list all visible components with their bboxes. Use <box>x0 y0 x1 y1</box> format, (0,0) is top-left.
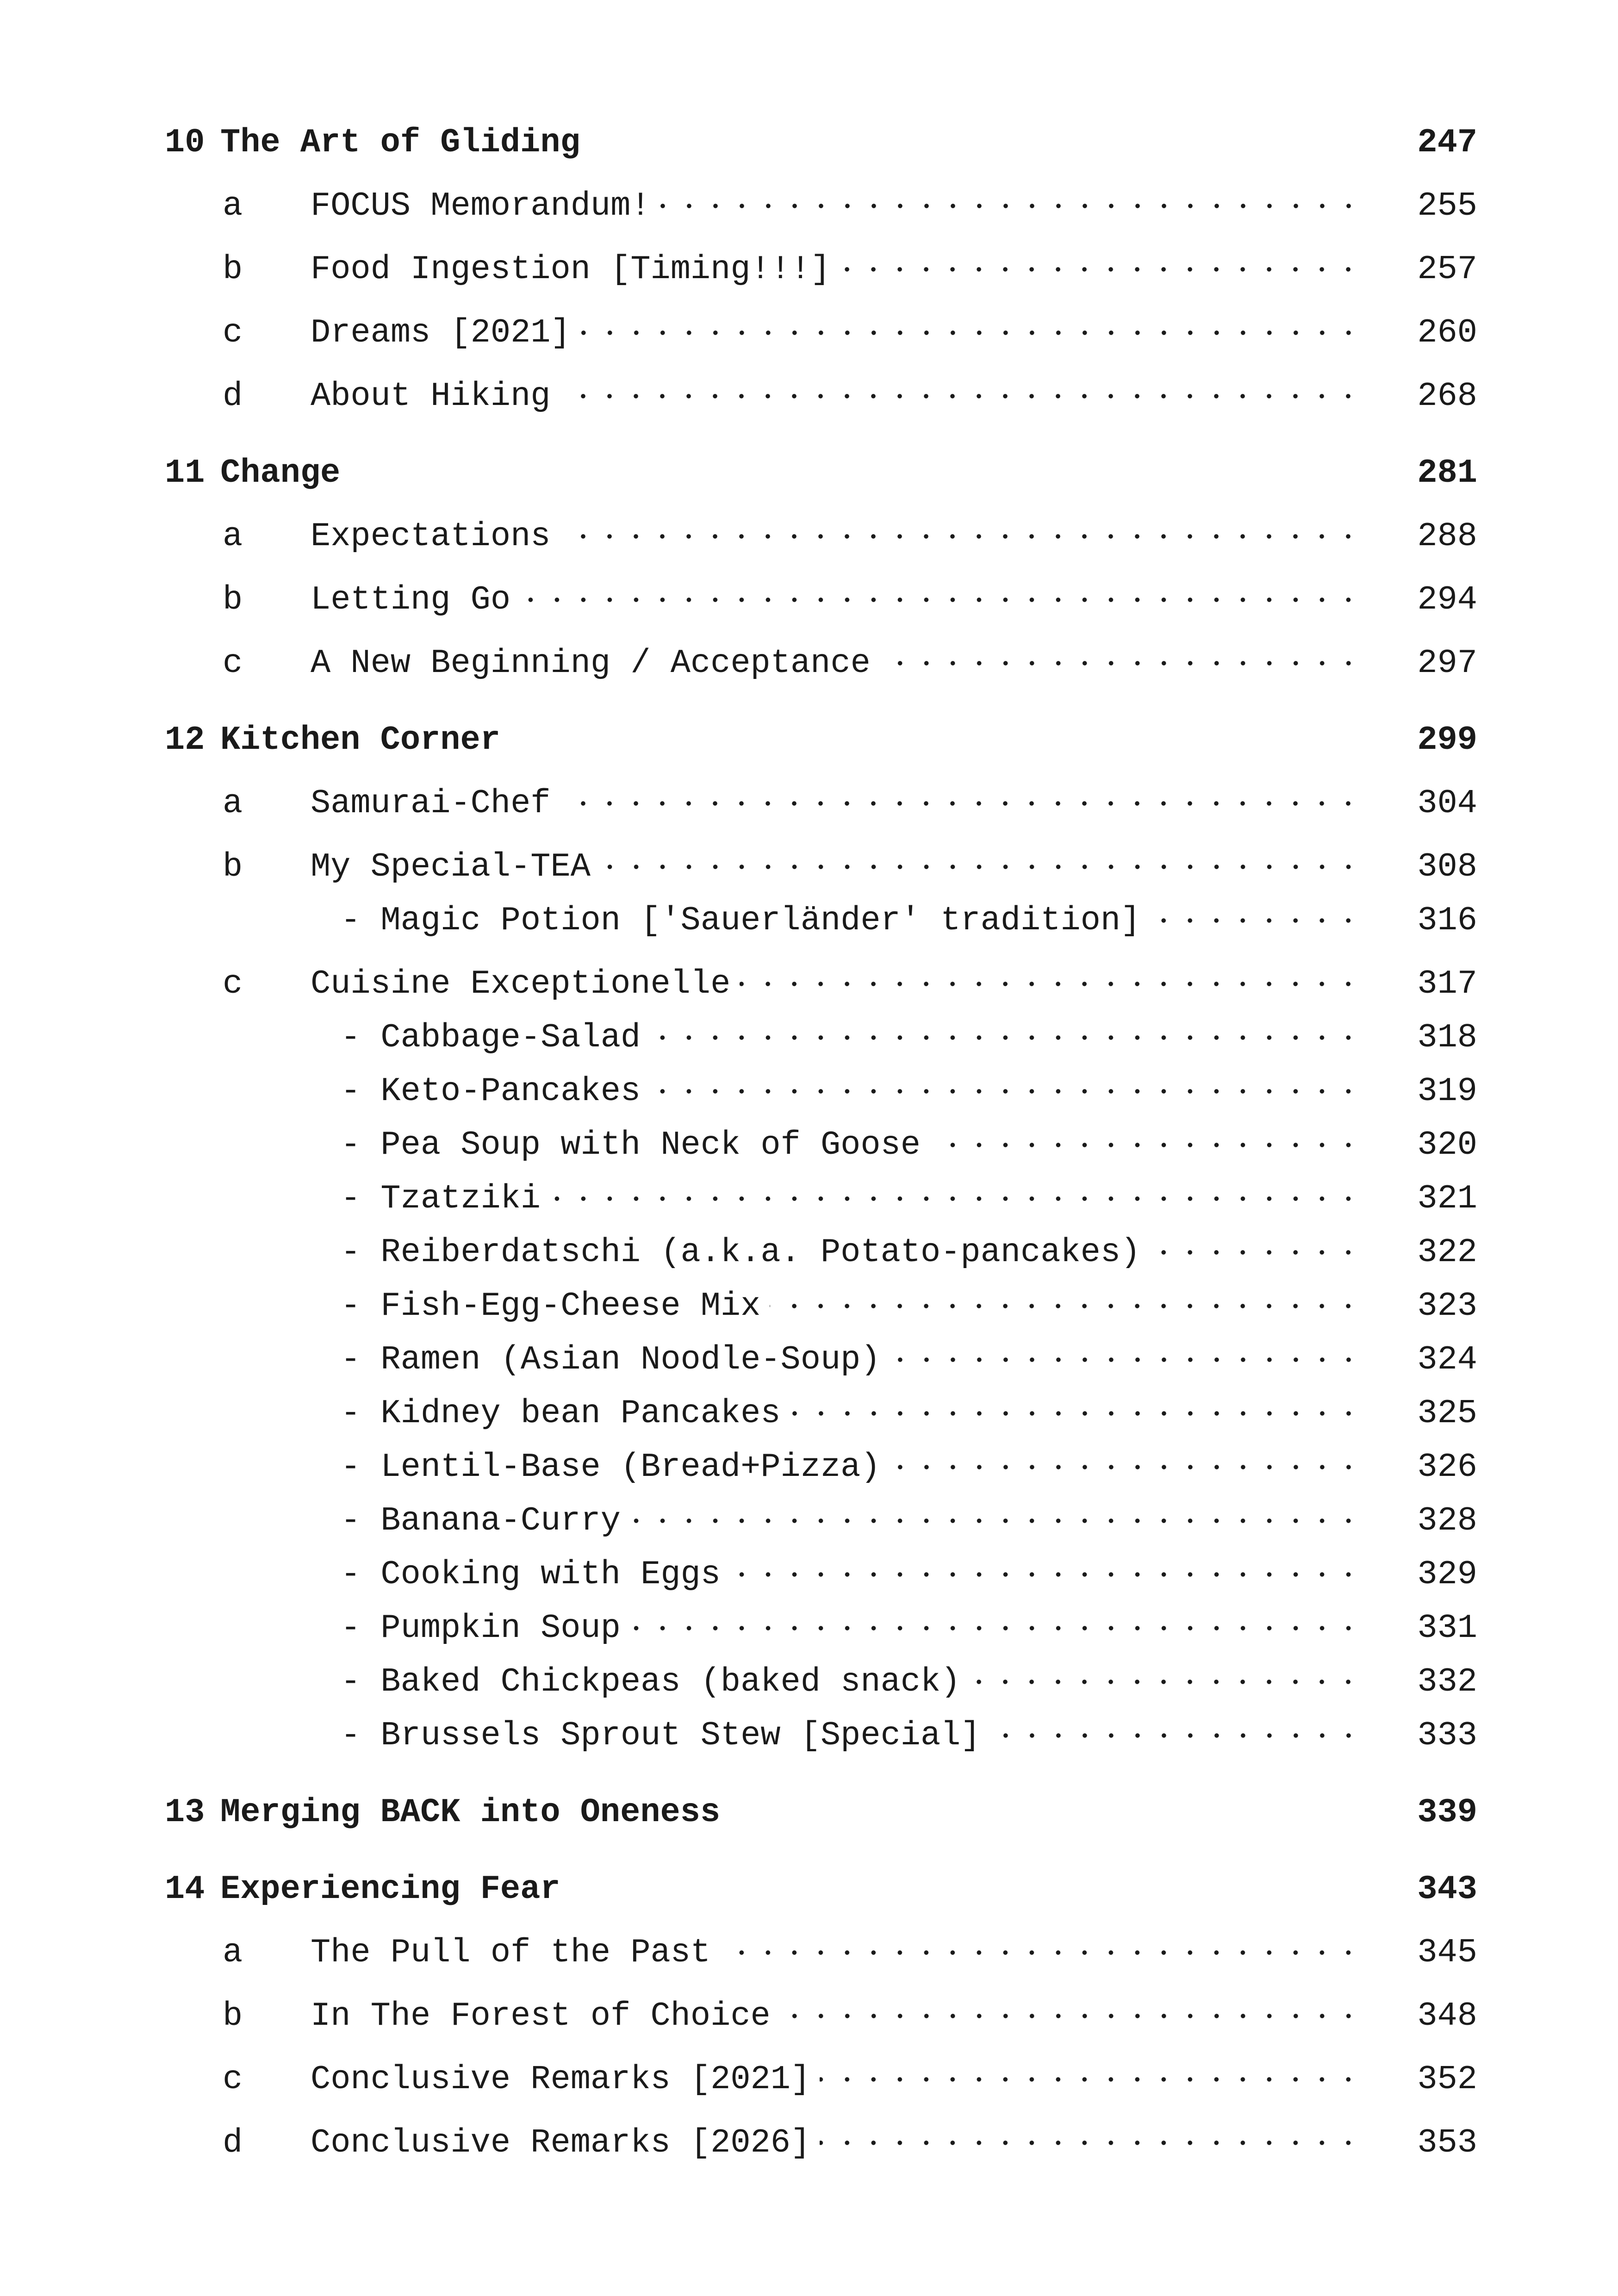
toc-subentry <box>165 1176 1477 1222</box>
subentry-page-number: 332 <box>1417 1663 1477 1701</box>
toc-entry <box>165 513 1477 560</box>
subentry-label: - Ramen (Asian Noodle-Soup) <box>341 1337 890 1383</box>
entry-line <box>311 310 1477 356</box>
leader-dots <box>990 1712 1399 1759</box>
subentry-page-number: 321 <box>1417 1180 1477 1218</box>
entry-line <box>311 2056 1477 2103</box>
entry-letter: a <box>223 517 243 555</box>
entry-label: The Pull of the Past <box>311 1929 720 1976</box>
toc-subentry <box>165 1068 1477 1114</box>
subentry-label: - Cabbage-Salad <box>341 1014 650 1061</box>
leader-dots <box>1150 897 1399 944</box>
subentry-line <box>341 1176 1477 1222</box>
subentry-label: - Pumpkin Soup <box>341 1605 630 1651</box>
chapter-page-number: 247 <box>1417 124 1477 162</box>
subentry-page-number: 328 <box>1417 1502 1477 1540</box>
leader-dots <box>600 844 1399 890</box>
chapter-heading <box>165 450 1477 496</box>
entry-page-number: 297 <box>1417 644 1477 682</box>
entry-label: Food Ingestion [Timing!!!] <box>311 246 840 292</box>
toc-subentry <box>165 1337 1477 1383</box>
toc-subentry <box>165 1283 1477 1329</box>
subentry-line <box>341 1551 1477 1598</box>
toc-entry <box>165 577 1477 623</box>
entry-page-number: 288 <box>1417 517 1477 555</box>
subentry-page-number: 318 <box>1417 1019 1477 1057</box>
chapter-page-number: 281 <box>1417 454 1477 492</box>
subentry-line <box>341 1283 1477 1329</box>
entry-page-number: 317 <box>1417 965 1477 1003</box>
entry-label: About Hiking <box>311 373 560 419</box>
toc-entry <box>165 1993 1477 2039</box>
entry-page-number: 353 <box>1417 2124 1477 2162</box>
toc-entry <box>165 780 1477 827</box>
subentry-line <box>341 1444 1477 1490</box>
entry-page-number: 260 <box>1417 314 1477 352</box>
entry-letter: d <box>223 377 243 415</box>
entry-page-number: 255 <box>1417 187 1477 225</box>
entry-label: FOCUS Memorandum! <box>311 183 660 229</box>
subentry-label: - Keto-Pancakes <box>341 1068 650 1114</box>
chapter-page-number: 299 <box>1417 721 1477 759</box>
subentry-line <box>341 1068 1477 1114</box>
toc-subentry <box>165 1390 1477 1437</box>
leader-dots <box>780 1993 1399 2039</box>
entry-label: My Special-TEA <box>311 844 600 890</box>
toc-subentry <box>165 1498 1477 1544</box>
entry-letter: b <box>223 848 243 886</box>
entry-page-number: 304 <box>1417 784 1477 822</box>
leader-dots <box>770 1283 1399 1329</box>
entry-letter: a <box>223 187 243 225</box>
subentry-line <box>341 1390 1477 1437</box>
entry-line <box>311 246 1477 292</box>
toc-entry <box>165 373 1477 419</box>
entry-label: Dreams [2021] <box>311 310 580 356</box>
toc-subentry <box>165 1122 1477 1168</box>
chapter-title: Experiencing Fear <box>220 1870 560 1908</box>
chapter-number: 11 <box>165 454 205 492</box>
toc-entry <box>165 961 1477 1007</box>
entry-line <box>311 640 1477 686</box>
chapter-number: 14 <box>165 1870 205 1908</box>
entry-line <box>311 780 1477 827</box>
toc-subentry <box>165 1229 1477 1276</box>
chapter-title: Kitchen Corner <box>220 721 500 759</box>
leader-dots <box>520 577 1399 623</box>
entry-page-number: 348 <box>1417 1997 1477 2035</box>
leader-dots <box>790 1390 1399 1437</box>
leader-dots <box>1150 1229 1399 1276</box>
subentry-page-number: 333 <box>1417 1717 1477 1755</box>
leader-dots <box>970 1659 1399 1705</box>
toc-subentry <box>165 1605 1477 1651</box>
leader-dots <box>740 961 1399 1007</box>
entry-label: Samurai-Chef <box>311 780 560 827</box>
subentry-page-number: 322 <box>1417 1233 1477 1271</box>
entry-page-number: 345 <box>1417 1934 1477 1972</box>
entry-line <box>311 513 1477 560</box>
chapter-title: The Art of Gliding <box>220 124 580 162</box>
leader-dots <box>840 246 1399 292</box>
chapter-title: Merging BACK into Oneness <box>220 1793 721 1831</box>
entry-label: Conclusive Remarks [2021] <box>311 2056 820 2103</box>
leader-dots <box>650 1068 1399 1114</box>
leader-dots <box>560 373 1399 419</box>
chapter-title: Change <box>220 454 341 492</box>
leader-dots <box>550 1176 1399 1222</box>
entry-line <box>311 844 1477 890</box>
entry-letter: c <box>223 314 243 352</box>
subentry-label: - Tzatziki <box>341 1176 550 1222</box>
entry-label: Conclusive Remarks [2026] <box>311 2120 820 2166</box>
toc-entry <box>165 310 1477 356</box>
subentry-page-number: 326 <box>1417 1448 1477 1486</box>
chapter-number: 10 <box>165 124 205 162</box>
subentry-page-number: 319 <box>1417 1072 1477 1110</box>
subentry-page-number: 320 <box>1417 1126 1477 1164</box>
entry-label: Letting Go <box>311 577 520 623</box>
toc-entry <box>165 844 1477 890</box>
entry-letter: b <box>223 581 243 619</box>
subentry-page-number: 331 <box>1417 1609 1477 1647</box>
subentry-label: - Lentil-Base (Bread+Pizza) <box>341 1444 890 1490</box>
toc-entry <box>165 2056 1477 2103</box>
subentry-label: - Kidney bean Pancakes <box>341 1390 790 1437</box>
leader-dots <box>560 780 1399 827</box>
leader-dots <box>630 1605 1399 1651</box>
toc-subentry <box>165 897 1477 944</box>
toc-subentry <box>165 1659 1477 1705</box>
leader-dots <box>820 2120 1399 2166</box>
subentry-line <box>341 1122 1477 1168</box>
leader-dots <box>580 310 1399 356</box>
chapter-page-number: 339 <box>1417 1793 1477 1831</box>
subentry-label: - Pea Soup with Neck of Goose <box>341 1122 930 1168</box>
entry-line <box>311 1929 1477 1976</box>
leader-dots <box>930 1122 1399 1168</box>
entry-label: In The Forest of Choice <box>311 1993 780 2039</box>
subentry-label: - Magic Potion ['Sauerländer' tradition] <box>341 897 1150 944</box>
chapter-page-number: 343 <box>1417 1870 1477 1908</box>
subentry-label: - Banana-Curry <box>341 1498 630 1544</box>
entry-line <box>311 2120 1477 2166</box>
toc-subentry <box>165 1551 1477 1598</box>
entry-label: Expectations <box>311 513 560 560</box>
subentry-page-number: 323 <box>1417 1287 1477 1325</box>
subentry-page-number: 316 <box>1417 902 1477 940</box>
entry-letter: c <box>223 644 243 682</box>
entry-label: Cuisine Exceptionelle <box>311 961 740 1007</box>
entry-line <box>311 577 1477 623</box>
subentry-label: - Reiberdatschi (a.k.a. Potato-pancakes) <box>341 1229 1150 1276</box>
leader-dots <box>660 183 1399 229</box>
chapter-number: 12 <box>165 721 205 759</box>
entry-letter: c <box>223 2060 243 2098</box>
entry-line <box>311 961 1477 1007</box>
chapter-number: 13 <box>165 1793 205 1831</box>
subentry-line <box>341 897 1477 944</box>
leader-dots <box>890 1337 1399 1383</box>
subentry-label: - Brussels Sprout Stew [Special] <box>341 1712 990 1759</box>
subentry-line <box>341 1712 1477 1759</box>
entry-line <box>311 1993 1477 2039</box>
entry-page-number: 308 <box>1417 848 1477 886</box>
entry-line <box>311 183 1477 229</box>
entry-letter: b <box>223 1997 243 2035</box>
subentry-line <box>341 1014 1477 1061</box>
subentry-line <box>341 1337 1477 1383</box>
leader-dots <box>890 1444 1399 1490</box>
toc-subentry <box>165 1712 1477 1759</box>
chapter-heading <box>165 119 1477 166</box>
entry-letter: c <box>223 965 243 1003</box>
chapter-heading <box>165 717 1477 763</box>
entry-letter: b <box>223 250 243 288</box>
subentry-line <box>341 1605 1477 1651</box>
entry-letter: a <box>223 1934 243 1972</box>
entry-page-number: 294 <box>1417 581 1477 619</box>
leader-dots <box>720 1929 1399 1976</box>
subentry-label: - Fish-Egg-Cheese Mix <box>341 1283 770 1329</box>
toc-subentry <box>165 1014 1477 1061</box>
subentry-line <box>341 1659 1477 1705</box>
subentry-line <box>341 1229 1477 1276</box>
leader-dots <box>820 2056 1399 2103</box>
entry-letter: a <box>223 784 243 822</box>
entry-page-number: 257 <box>1417 250 1477 288</box>
toc-entry <box>165 246 1477 292</box>
subentry-label: - Baked Chickpeas (baked snack) <box>341 1659 970 1705</box>
subentry-page-number: 329 <box>1417 1556 1477 1593</box>
toc-entry <box>165 183 1477 229</box>
subentry-page-number: 325 <box>1417 1394 1477 1432</box>
leader-dots <box>630 1498 1399 1544</box>
toc-entry <box>165 1929 1477 1976</box>
chapter-heading <box>165 1789 1477 1836</box>
subentry-line <box>341 1498 1477 1544</box>
toc-entry <box>165 2120 1477 2166</box>
entry-line <box>311 373 1477 419</box>
entry-page-number: 268 <box>1417 377 1477 415</box>
subentry-label: - Cooking with Eggs <box>341 1551 730 1598</box>
entry-letter: d <box>223 2124 243 2162</box>
entry-page-number: 352 <box>1417 2060 1477 2098</box>
leader-dots <box>730 1551 1399 1598</box>
entry-label: A New Beginning / Acceptance <box>311 640 880 686</box>
leader-dots <box>650 1014 1399 1061</box>
subentry-page-number: 324 <box>1417 1341 1477 1379</box>
chapter-heading <box>165 1866 1477 1912</box>
toc-entry <box>165 640 1477 686</box>
leader-dots <box>880 640 1399 686</box>
toc-subentry <box>165 1444 1477 1490</box>
leader-dots <box>560 513 1399 560</box>
